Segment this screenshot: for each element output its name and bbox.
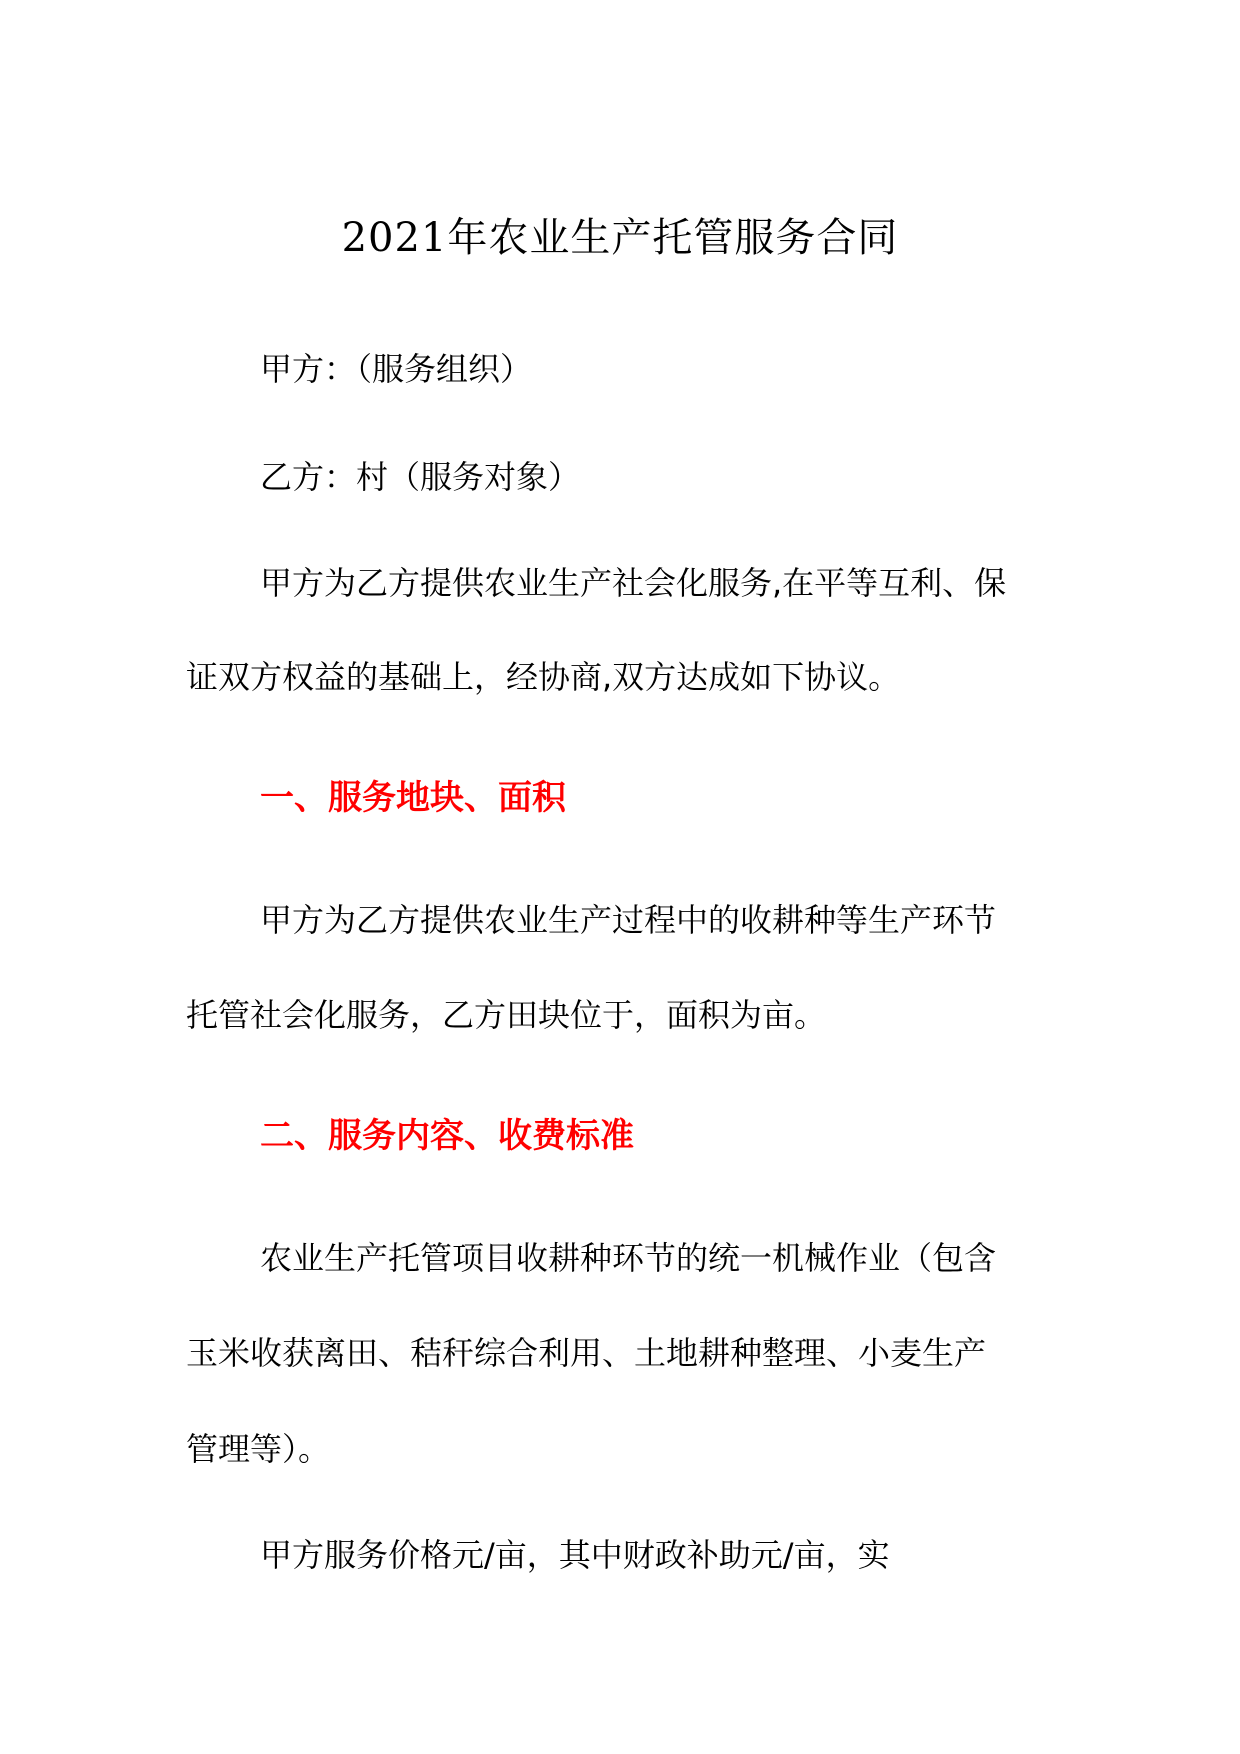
section-1-heading: 一、服务地块、面积 — [260, 778, 566, 818]
section-1-line-2: 托管社会化服务，乙方田块位于，面积为亩。 — [186, 996, 827, 1034]
section-2-line-3: 管理等）。 — [186, 1430, 331, 1468]
document-title: 2021年农业生产托管服务合同 — [341, 215, 899, 261]
section-2-heading: 二、服务内容、收费标准 — [260, 1116, 634, 1156]
section-2-line-2: 玉米收获离田、秸秆综合利用、土地耕种整理、小麦生产 — [186, 1334, 987, 1372]
intro-line-2: 证双方权益的基础上，经协商,双方达成如下协议。 — [186, 658, 901, 696]
section-2-line-1: 农业生产托管项目收耕种环节的统一机械作业（包含 — [260, 1239, 997, 1277]
intro-line-1: 甲方为乙方提供农业生产社会化服务,在平等互利、保 — [260, 564, 1007, 602]
section-1-line-1: 甲方为乙方提供农业生产过程中的收耕种等生产环节 — [260, 901, 997, 939]
party-b-line: 乙方：村（服务对象） — [260, 458, 581, 496]
party-a-line: 甲方：（服务组织） — [260, 350, 533, 388]
section-2-line-4: 甲方服务价格元/亩，其中财政补助元/亩，实 — [260, 1536, 890, 1574]
